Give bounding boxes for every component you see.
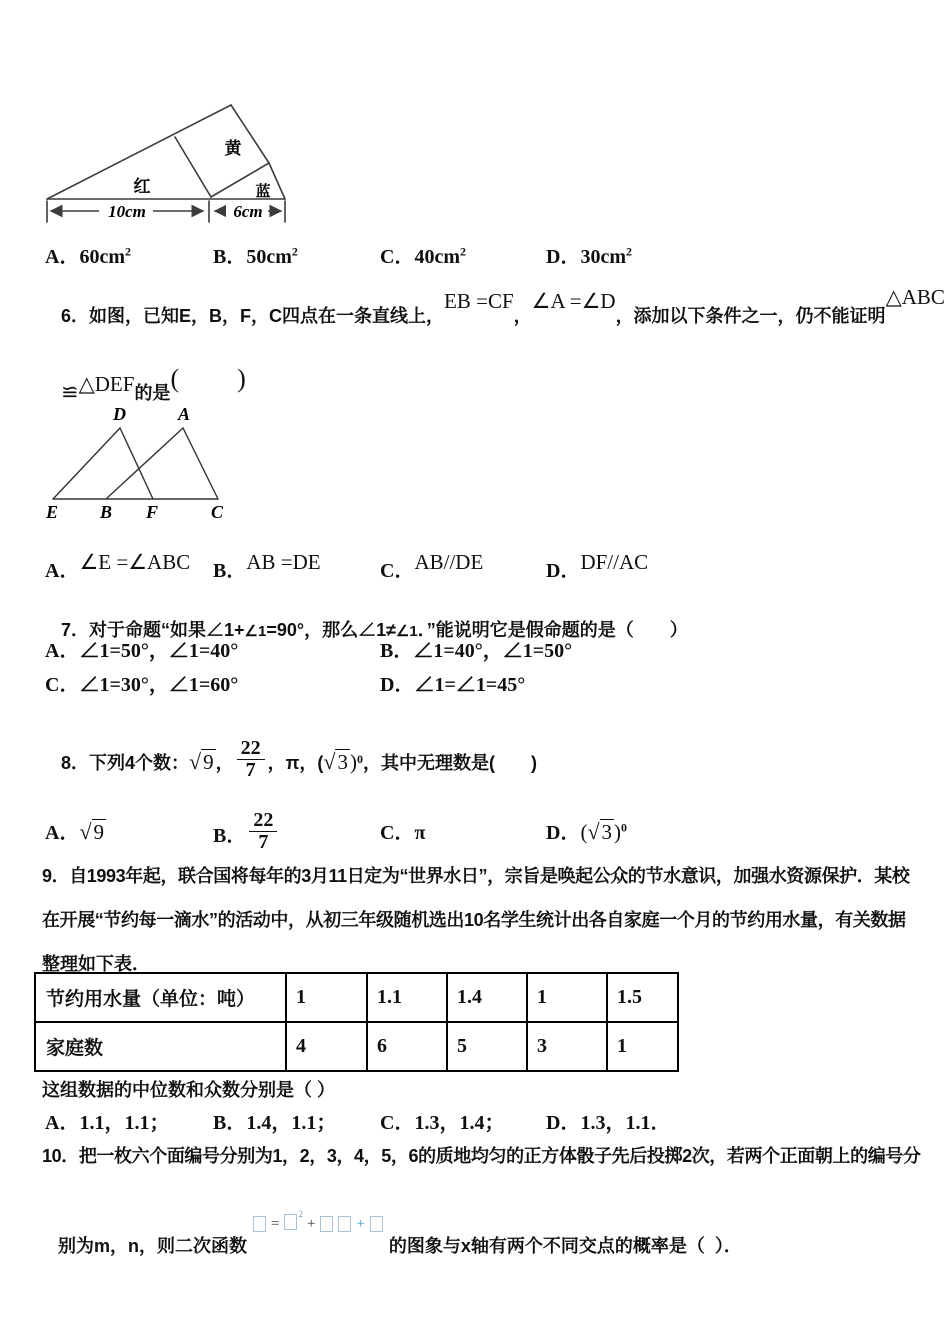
option-label: A． <box>45 822 80 844</box>
option-formula: AB =DE <box>246 550 321 574</box>
table-cell-row-header: 家庭数 <box>35 1022 286 1071</box>
q6-option-b <box>213 550 321 583</box>
fraction-denominator: 7 <box>245 759 256 781</box>
q7-option-b <box>380 634 572 663</box>
q9-stem-text-1: 9．自1993年起，联合国将每年的3月11日定为“世界水日”，宗旨是唤起公众的节水意识，加强水资源保护．某校 <box>42 866 910 886</box>
q9-stem-text-2: 在开展“节约每一滴水”的活动中，从初三年级随机选出10名学生统计出各自家庭一个月的节约用水量，有关数据 <box>42 910 906 930</box>
radicand: 9 <box>203 750 214 775</box>
vertex-label-f: F <box>146 502 159 522</box>
q9-sub-stem <box>42 1076 335 1102</box>
q6-figure-lines <box>53 428 218 499</box>
option-text: 1.3，1.1． <box>580 1112 671 1134</box>
triangle-def-edges <box>53 428 153 499</box>
sqrt-3 <box>323 749 350 775</box>
plus-sign-accent: + <box>356 1215 365 1232</box>
q7-small-angle-2: ∠1 <box>395 623 418 640</box>
vertex-label-c: C <box>211 502 224 522</box>
q9-stem-text-3: 整理如下表． <box>42 954 150 974</box>
option-label: A． <box>45 1112 80 1134</box>
formula-missing-glyph-box <box>338 1216 351 1232</box>
q9-data-table <box>34 972 679 1072</box>
q6-formula-triangle-abc: △ABC <box>885 285 945 309</box>
option-formula: DF//AC <box>580 550 649 574</box>
option-label: B． <box>213 246 247 268</box>
formula-missing-glyph-box <box>370 1216 383 1232</box>
option-text: ∠1=40°，∠1=50° <box>413 640 573 662</box>
vertex-label-a: A <box>178 404 191 424</box>
table-cell: 1 <box>286 973 367 1022</box>
q5-option-b <box>213 240 298 269</box>
option-text: ∠1=30°，∠1=60° <box>79 674 239 696</box>
table-cell: 1.4 <box>447 973 527 1022</box>
formula-box-squared <box>284 1209 303 1235</box>
option-text: ∠1=50°，∠1=40° <box>79 640 239 662</box>
zero-exponent: 0 <box>356 751 363 766</box>
sqrt-9 <box>79 819 106 844</box>
formula-missing-glyph-box <box>253 1216 266 1232</box>
q10-stem-text-1: 10．把一枚六个面编号分别为1，2，3，4，5，6的质地均匀的正方体骰子先后投掷2次，若两个正面朝上的编号分 <box>42 1146 921 1166</box>
congruent-symbol: ≌ <box>61 380 79 404</box>
option-label: D． <box>546 246 581 268</box>
option-superscript: 2 <box>626 244 632 259</box>
fraction-numerator: 22 <box>249 810 277 832</box>
fraction-denominator: 7 <box>258 831 269 853</box>
table-cell-row-header: 节约用水量（单位：吨） <box>35 973 286 1022</box>
q7-option-c <box>45 668 238 697</box>
q9-sub-stem-text: 这组数据的中位数和众数分别是（ ） <box>42 1080 335 1100</box>
q7-stem-text-1: 7．对于命题“如果∠1+ <box>61 620 245 640</box>
q8-option-d <box>546 816 627 845</box>
zero-exponent: 0 <box>621 820 628 835</box>
q9-option-b <box>213 1106 336 1135</box>
table-cell: 1 <box>527 973 607 1022</box>
option-formula: ∠E =∠ABC <box>79 550 191 574</box>
q6-option-c <box>380 550 484 583</box>
table-cell: 1.1 <box>367 973 447 1022</box>
option-label: D． <box>380 674 415 696</box>
fraction-22-7 <box>237 738 265 781</box>
q7-stem-text-2: =90°，那么∠1≠ <box>266 620 396 640</box>
q10-stem-text-3: 的图象与x轴有两个不同交点的概率是（ ）． <box>388 1236 742 1256</box>
table-cell: 1.5 <box>607 973 678 1022</box>
dimension-label-10cm: 10cm <box>108 202 146 221</box>
option-value: 40cm <box>414 246 460 268</box>
q7-stem-text-3: ．”能说明它是假命题的是（ ） <box>417 620 688 640</box>
q5-option-c <box>380 240 466 269</box>
option-label: D． <box>546 1112 581 1134</box>
close-paren: ) <box>349 750 357 775</box>
radicand: 3 <box>337 750 348 775</box>
q6-option-a <box>45 550 191 583</box>
table-row-water-saved <box>35 973 678 1022</box>
table-row-family-count <box>35 1022 678 1071</box>
option-label: D． <box>546 822 581 844</box>
option-value: 50cm <box>246 246 292 268</box>
triangle-abc-edges <box>106 428 218 499</box>
option-label: C． <box>380 246 415 268</box>
q6-answer-blank: ( ) <box>170 364 248 393</box>
option-formula: AB//DE <box>414 550 484 574</box>
q5-option-d <box>546 240 632 269</box>
exponent-2: 2 <box>298 1209 303 1220</box>
q9-option-d <box>546 1106 670 1135</box>
formula-missing-glyph-box <box>284 1214 297 1230</box>
q5-option-a <box>45 240 131 269</box>
equals-sign: = <box>271 1215 280 1232</box>
q10-quadratic-formula-placeholder <box>253 1209 383 1235</box>
table-cell: 6 <box>367 1022 447 1071</box>
q8-stem-text-1: 8．下列4个数： <box>61 753 190 774</box>
vertex-label-b: B <box>100 502 113 522</box>
q6-stem-line1 <box>45 284 945 346</box>
sqrt-3 <box>587 819 614 844</box>
q6-stem-text-1: 6．如图，已知E，B，F，C四点在一条直线上， <box>61 306 445 326</box>
radical-sign: √ <box>587 819 600 844</box>
q10-stem-line2 <box>42 1209 742 1276</box>
q6-comma: ， <box>513 306 532 326</box>
region-label-yellow: 黄 <box>224 139 242 158</box>
close-paren: ) <box>614 820 622 844</box>
radical-sign: √ <box>79 819 92 844</box>
table-cell: 1 <box>607 1022 678 1071</box>
region-label-red: 红 <box>133 177 151 196</box>
radicand: 3 <box>601 820 613 844</box>
option-label: C． <box>45 674 80 696</box>
option-value: π <box>414 822 426 844</box>
q5-figure <box>45 96 290 226</box>
option-label: C． <box>380 560 415 582</box>
option-value: 30cm <box>580 246 626 268</box>
q8-stem-text-3: ，其中无理数是( ) <box>362 753 537 774</box>
option-label: B． <box>213 825 247 848</box>
radicand: 9 <box>93 820 105 844</box>
q8-comma: ， <box>215 753 234 774</box>
vertex-label-d: D <box>113 404 126 424</box>
option-label: B． <box>213 560 247 582</box>
q6-figure <box>40 400 245 526</box>
formula-missing-glyph-box <box>320 1216 333 1232</box>
q6-formula-triangle-def: △DEF <box>78 372 135 396</box>
option-value: 60cm <box>79 246 125 268</box>
q6-stem-text-2: ，添加以下条件之一，仍不能证明 <box>615 306 886 326</box>
q8-stem-text-2: ，π，( <box>267 753 324 774</box>
option-label: A． <box>45 246 80 268</box>
q6-stem-text-3: 的是 <box>134 383 171 403</box>
option-label: A． <box>45 560 80 582</box>
vertex-label-e: E <box>46 502 59 522</box>
table-cell: 4 <box>286 1022 367 1071</box>
region-label-blue: 蓝 <box>255 183 271 200</box>
q9-stem-line2 <box>42 906 906 932</box>
right-edge <box>269 163 285 199</box>
q10-stem-text-2: 别为m，n，则二次函数 <box>58 1236 247 1256</box>
radical-sign: √ <box>189 749 202 775</box>
option-label: C． <box>380 1112 415 1134</box>
fraction-numerator: 22 <box>237 738 265 760</box>
option-superscript: 2 <box>125 244 131 259</box>
q10-stem-line1 <box>42 1142 921 1168</box>
q9-option-c <box>380 1106 504 1135</box>
q8-option-a <box>45 816 106 845</box>
q9-option-a <box>45 1106 169 1135</box>
q7-option-d <box>380 668 525 697</box>
option-label: D． <box>546 560 581 582</box>
q7-small-angle-1: ∠1 <box>244 623 267 640</box>
q7-option-a <box>45 634 238 663</box>
option-text: 1.4，1.1； <box>246 1112 337 1134</box>
option-label: A． <box>45 640 80 662</box>
option-label: B． <box>380 640 414 662</box>
dimension-label-6cm: 6cm <box>233 202 263 221</box>
option-label: C． <box>380 822 415 844</box>
table-cell: 3 <box>527 1022 607 1071</box>
q8-option-b <box>213 809 280 859</box>
plus-sign: + <box>306 1215 316 1232</box>
sqrt-9 <box>189 749 216 775</box>
option-superscript: 2 <box>460 244 466 259</box>
option-text: ∠1=∠1=45° <box>414 674 526 696</box>
radical-sign: √ <box>323 749 336 775</box>
open-paren: ( <box>580 820 588 844</box>
option-label: B． <box>213 1112 247 1134</box>
option-text: 1.1，1.1； <box>79 1112 170 1134</box>
q6-formula-eb-cf: EB =CF <box>444 289 514 313</box>
option-text: 1.3，1.4； <box>414 1112 505 1134</box>
table-cell: 5 <box>447 1022 527 1071</box>
fraction-22-7 <box>249 810 277 853</box>
q6-formula-angle-a-d: ∠A =∠D <box>531 289 616 313</box>
q6-option-d <box>546 550 649 583</box>
q8-stem <box>45 726 537 805</box>
option-superscript: 2 <box>291 244 298 259</box>
q9-stem-line1 <box>42 862 910 888</box>
q8-option-c <box>380 816 425 845</box>
